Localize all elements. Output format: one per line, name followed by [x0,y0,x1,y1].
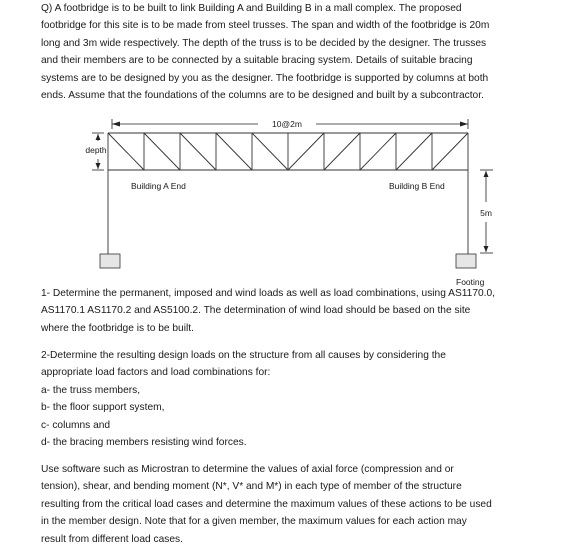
question-1-line: AS1170.1 AS1170.2 and AS5100.2. The determination of wind load should be based on the site [41,305,471,317]
question-3-line: in the member design. Note that for a given member, the maximum values for each action may [41,516,467,528]
question-2-item: c- columns and [41,419,111,431]
question-3 [41,461,581,548]
intro-line: Q) A footbridge is to be built to link Building A and Building B in a mall complex. The proposed [41,3,462,14]
footbridge-diagram [0,110,587,290]
height-label: 5m [480,208,492,218]
depth-label: depth [85,145,107,155]
question-2-item: b- the floor support system, [41,402,165,414]
truss-diagonal [360,133,396,170]
intro-line: footbridge for this site is to be made from steel trusses. The span and width of the footbridge is 20m [41,20,490,32]
question-3-line: result from different load cases. [41,533,183,545]
intro-line: and their members are to be connected by a suitable bracing system. Details of suitable bracing [41,55,473,67]
truss-diagonal [396,133,432,170]
question-2-item: a- the truss members, [41,384,141,396]
question-2-line: 2-Determine the resulting design loads on the structure from all causes by considering the [41,350,446,361]
truss-diagonal [180,133,216,170]
footing-left [100,254,120,268]
question-1-line: 1- Determine the permanent, imposed and wind loads as well as load combinations, using AS1170.0, [41,288,495,299]
truss-web-members [108,133,468,170]
truss-diagonal [288,133,324,170]
question-3-line: resulting from the critical load cases and determine the maximum values of these actions to be used [41,498,492,510]
intro-paragraph [41,0,581,104]
question-1 [41,285,581,337]
question-3-line: Use software such as Microstran to determine the values of axial force (compression and or [41,464,454,475]
footing-label: Footing [456,277,485,287]
truss-diagonal [432,133,468,170]
question-2 [41,347,581,451]
building-b-label: Building B End [389,181,445,191]
intro-line: long and 3m wide respectively. The depth of the truss is to be decided by the designer. The trusses [41,37,487,49]
intro-line: ends. Assume that the foundations of the columns are to be designed and built by a subcontractor. [41,90,484,102]
question-2-line: appropriate load factors and load combinations for: [41,367,271,379]
intro-line: systems are to be designed by you as the designer. The footbridge is supported by columns at both [41,72,489,84]
truss-diagonal [108,133,144,170]
question-1-line: where the footbridge is to be built. [41,322,194,334]
truss-diagonal [252,133,288,170]
span-label: 10@2m [272,119,302,129]
truss-diagonal [216,133,252,170]
building-a-label: Building A End [131,181,186,191]
truss-diagonal [324,133,360,170]
truss [108,133,468,170]
footing-right [456,254,476,268]
question-2-item: d- the bracing members resisting wind forces. [41,437,247,449]
truss-diagonal [144,133,180,170]
question-3-line: tension), shear, and bending moment (N*, V* and M*) in each type of member of the structure [41,481,462,493]
